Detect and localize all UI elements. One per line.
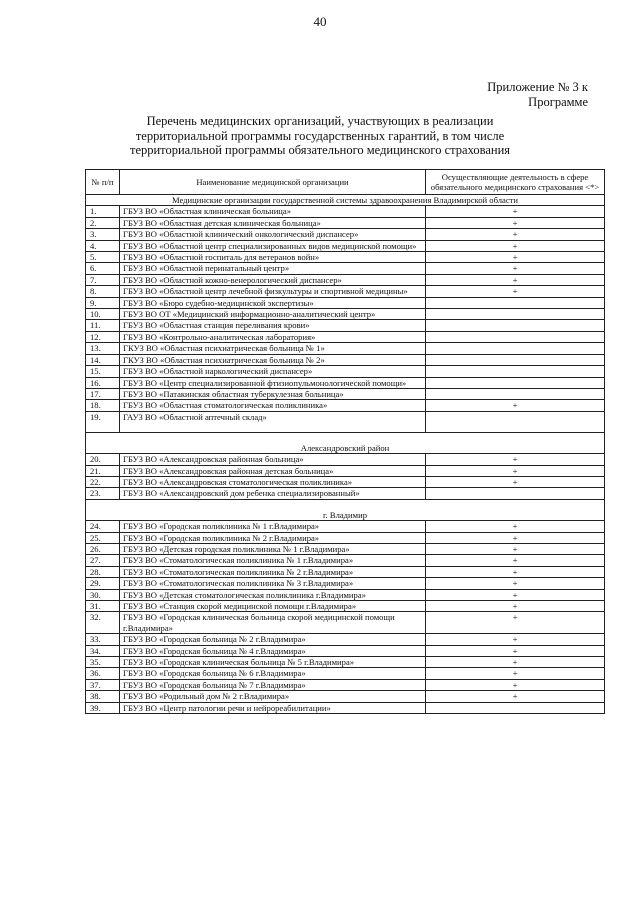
- row-number: 6.: [86, 263, 120, 274]
- row-number: 16.: [86, 377, 120, 388]
- oms-mark: +: [426, 229, 605, 240]
- organization-name: ГБУЗ ВО «Патакинская областная туберкулезная больница»: [120, 388, 426, 399]
- row-number: 20.: [86, 454, 120, 465]
- row-number: 12.: [86, 331, 120, 342]
- row-number: 15.: [86, 366, 120, 377]
- table-row: [86, 601, 605, 612]
- row-number: 35.: [86, 657, 120, 668]
- organization-name: ГБУЗ ВО «Александровский дом ребенка специализированный»: [120, 488, 426, 499]
- row-number: 24.: [86, 521, 120, 532]
- row-number: 5.: [86, 252, 120, 263]
- organizations-table: [85, 169, 605, 714]
- row-number: 25.: [86, 532, 120, 543]
- table-row: [86, 543, 605, 554]
- table-row: [86, 691, 605, 702]
- table-row: [86, 454, 605, 465]
- organization-name: ГБУЗ ВО «Детская городская поликлиника № 1 г.Владимира»: [120, 543, 426, 554]
- table-row: [86, 657, 605, 668]
- oms-mark: +: [426, 634, 605, 645]
- table-row: [86, 377, 605, 388]
- organization-name: ГБУЗ ВО «Детская стоматологическая поликлиника г.Владимира»: [120, 589, 426, 600]
- section-title: г. Владимир: [86, 499, 605, 520]
- section-title: Медицинские организации государственной системы здравоохранения Владимирской области: [86, 195, 605, 206]
- oms-mark: +: [426, 217, 605, 228]
- table-row: [86, 252, 605, 263]
- row-number: 36.: [86, 668, 120, 679]
- table-row: [86, 400, 605, 411]
- organization-name: ГБУЗ ВО «Контрольно-аналитическая лаборатория»: [120, 331, 426, 342]
- table-row: [86, 465, 605, 476]
- document-title: Перечень медицинских организаций, участвующих в реализации территориальной программы государственных гарантий, в том числе территориальной программы обязательного медицинского страхования: [129, 114, 511, 157]
- row-number: 9.: [86, 297, 120, 308]
- oms-mark: [426, 343, 605, 354]
- table-row: [86, 578, 605, 589]
- table-row: [86, 331, 605, 342]
- organization-name: ГБУЗ ВО «Городская поликлиника № 1 г.Владимира»: [120, 521, 426, 532]
- row-number: 39.: [86, 702, 120, 713]
- organization-name: ГБУЗ ВО «Областная стоматологическая поликлиника»: [120, 400, 426, 411]
- table-row: [86, 240, 605, 251]
- oms-mark: +: [426, 691, 605, 702]
- row-number: 29.: [86, 578, 120, 589]
- section-header-row: [86, 499, 605, 520]
- oms-mark: +: [426, 286, 605, 297]
- organization-name: ГАУЗ ВО «Областной аптечный склад»: [120, 411, 426, 432]
- organization-name: ГБУЗ ВО «Областной центр лечебной физкультуры и спортивной медицины»: [120, 286, 426, 297]
- oms-mark: +: [426, 679, 605, 690]
- oms-mark: +: [426, 645, 605, 656]
- row-number: 10.: [86, 309, 120, 320]
- oms-mark: +: [426, 400, 605, 411]
- organization-name: ГБУЗ ВО «Городская клиническая больница № 5 г.Владимира»: [120, 657, 426, 668]
- oms-mark: +: [426, 589, 605, 600]
- oms-mark: +: [426, 657, 605, 668]
- organization-name: ГБУЗ ВО «Областной клинический онкологический диспансер»: [120, 229, 426, 240]
- row-number: 32.: [86, 612, 120, 634]
- appendix-heading: [388, 80, 588, 110]
- organization-name: ГБУЗ ВО «Областная клиническая больница»: [120, 206, 426, 217]
- oms-mark: [426, 488, 605, 499]
- appendix-line-2: Программе: [528, 95, 588, 109]
- organization-name: ГБУЗ ВО «Стоматологическая поликлиника № 2 г.Владимира»: [120, 566, 426, 577]
- row-number: 14.: [86, 354, 120, 365]
- table-row: [86, 229, 605, 240]
- row-number: 2.: [86, 217, 120, 228]
- organization-name: ГБУЗ ВО «Стоматологическая поликлиника № 3 г.Владимира»: [120, 578, 426, 589]
- oms-mark: [426, 702, 605, 713]
- table-row: [86, 297, 605, 308]
- table-row: [86, 206, 605, 217]
- oms-mark: +: [426, 274, 605, 285]
- oms-mark: +: [426, 263, 605, 274]
- table-row: [86, 488, 605, 499]
- organization-name: ГБУЗ ВО «Александровская районная больница»: [120, 454, 426, 465]
- row-number: 28.: [86, 566, 120, 577]
- organization-name: ГБУЗ ВО «Областная станция переливания крови»: [120, 320, 426, 331]
- organization-name: ГБУЗ ВО «Александровская районная детская больница»: [120, 465, 426, 476]
- organization-name: ГБУЗ ВО ОТ «Медицинский информационно-аналитический центр»: [120, 309, 426, 320]
- oms-mark: [426, 388, 605, 399]
- row-number: 18.: [86, 400, 120, 411]
- oms-mark: [426, 366, 605, 377]
- oms-mark: [426, 377, 605, 388]
- row-number: 1.: [86, 206, 120, 217]
- table-row: [86, 309, 605, 320]
- oms-mark: +: [426, 543, 605, 554]
- table-row: [86, 274, 605, 285]
- organization-name: ГБУЗ ВО «Городская клиническая больница скорой медицинской помощи г.Владимира»: [120, 612, 426, 634]
- oms-mark: +: [426, 252, 605, 263]
- oms-mark: +: [426, 578, 605, 589]
- row-number: 13.: [86, 343, 120, 354]
- oms-mark: [426, 297, 605, 308]
- row-number: 4.: [86, 240, 120, 251]
- table-row: [86, 263, 605, 274]
- oms-mark: [426, 331, 605, 342]
- oms-mark: +: [426, 612, 605, 634]
- row-number: 17.: [86, 388, 120, 399]
- page-number: 40: [313, 14, 327, 29]
- table-row: [86, 388, 605, 399]
- row-number: 38.: [86, 691, 120, 702]
- row-number: 22.: [86, 476, 120, 487]
- oms-mark: +: [426, 454, 605, 465]
- table-row: [86, 411, 605, 432]
- organization-name: ГБУЗ ВО «Областной госпиталь для ветеранов войн»: [120, 252, 426, 263]
- table-row: [86, 532, 605, 543]
- oms-mark: +: [426, 240, 605, 251]
- organization-name: ГБУЗ ВО «Областная детская клиническая больница»: [120, 217, 426, 228]
- organization-name: ГКУЗ ВО «Областная психиатрическая больница № 1»: [120, 343, 426, 354]
- oms-mark: +: [426, 476, 605, 487]
- section-header-row: [86, 195, 605, 206]
- table-row: [86, 286, 605, 297]
- organization-name: ГБУЗ ВО «Городская больница № 7 г.Владимира»: [120, 679, 426, 690]
- table-row: [86, 668, 605, 679]
- row-number: 19.: [86, 411, 120, 432]
- row-number: 26.: [86, 543, 120, 554]
- table-row: [86, 343, 605, 354]
- organization-name: ГБУЗ ВО «Городская поликлиника № 2 г.Владимира»: [120, 532, 426, 543]
- table-row: [86, 366, 605, 377]
- header-name: Наименование медицинской организации: [120, 170, 426, 195]
- oms-mark: +: [426, 521, 605, 532]
- organization-name: ГБУЗ ВО «Стоматологическая поликлиника № 1 г.Владимира»: [120, 555, 426, 566]
- oms-mark: +: [426, 555, 605, 566]
- organization-name: ГБУЗ ВО «Областной кожно-венерологический диспансер»: [120, 274, 426, 285]
- organization-name: ГБУЗ ВО «Областной наркологический диспансер»: [120, 366, 426, 377]
- oms-mark: [426, 309, 605, 320]
- row-number: 3.: [86, 229, 120, 240]
- row-number: 27.: [86, 555, 120, 566]
- organization-name: ГКУЗ ВО «Областная психиатрическая больница № 2»: [120, 354, 426, 365]
- table-row: [86, 521, 605, 532]
- row-number: 37.: [86, 679, 120, 690]
- row-number: 8.: [86, 286, 120, 297]
- row-number: 11.: [86, 320, 120, 331]
- table-row: [86, 645, 605, 656]
- organization-name: ГБУЗ ВО «Бюро судебно-медицинской экспертизы»: [120, 297, 426, 308]
- organization-name: ГБУЗ ВО «Городская больница № 6 г.Владимира»: [120, 668, 426, 679]
- table-row: [86, 354, 605, 365]
- row-number: 30.: [86, 589, 120, 600]
- row-number: 23.: [86, 488, 120, 499]
- oms-mark: +: [426, 668, 605, 679]
- table-row: [86, 566, 605, 577]
- table-row: [86, 612, 605, 634]
- organization-name: ГБУЗ ВО «Областной перинатальный центр»: [120, 263, 426, 274]
- header-num: № п/п: [86, 170, 120, 195]
- header-oms: Осуществляющие деятельность в сфере обязательного медицинского страхования <*>: [426, 170, 605, 195]
- oms-mark: [426, 354, 605, 365]
- organization-name: ГБУЗ ВО «Александровская стоматологическая поликлиника»: [120, 476, 426, 487]
- organization-name: ГБУЗ ВО «Городская больница № 2 г.Владимира»: [120, 634, 426, 645]
- table-row: [86, 555, 605, 566]
- organization-name: ГБУЗ ВО «Центр патологии речи и нейрореабилитации»: [120, 702, 426, 713]
- oms-mark: +: [426, 206, 605, 217]
- row-number: 7.: [86, 274, 120, 285]
- table-row: [86, 634, 605, 645]
- table-row: [86, 679, 605, 690]
- organization-name: ГБУЗ ВО «Родильный дом № 2 г.Владимира»: [120, 691, 426, 702]
- table-row: [86, 702, 605, 713]
- oms-mark: [426, 411, 605, 432]
- organization-name: ГБУЗ ВО «Городская больница № 4 г.Владимира»: [120, 645, 426, 656]
- table-body: [86, 195, 605, 714]
- oms-mark: +: [426, 532, 605, 543]
- row-number: 34.: [86, 645, 120, 656]
- row-number: 31.: [86, 601, 120, 612]
- organization-name: ГБУЗ ВО «Областной центр специализированных видов медицинской помощи»: [120, 240, 426, 251]
- oms-mark: +: [426, 465, 605, 476]
- table-header-row: [86, 170, 605, 195]
- appendix-line-1: Приложение № 3 к: [487, 80, 588, 94]
- organization-name: ГБУЗ ВО «Центр специализированной фтизиопульмонологической помощи»: [120, 377, 426, 388]
- row-number: 33.: [86, 634, 120, 645]
- section-header-row: [86, 432, 605, 453]
- table-row: [86, 320, 605, 331]
- oms-mark: [426, 320, 605, 331]
- oms-mark: +: [426, 601, 605, 612]
- section-title: Александровский район: [86, 432, 605, 453]
- row-number: 21.: [86, 465, 120, 476]
- organization-name: ГБУЗ ВО «Станция скорой медицинской помощи г.Владимира»: [120, 601, 426, 612]
- table-row: [86, 589, 605, 600]
- oms-mark: +: [426, 566, 605, 577]
- table-row: [86, 217, 605, 228]
- table-row: [86, 476, 605, 487]
